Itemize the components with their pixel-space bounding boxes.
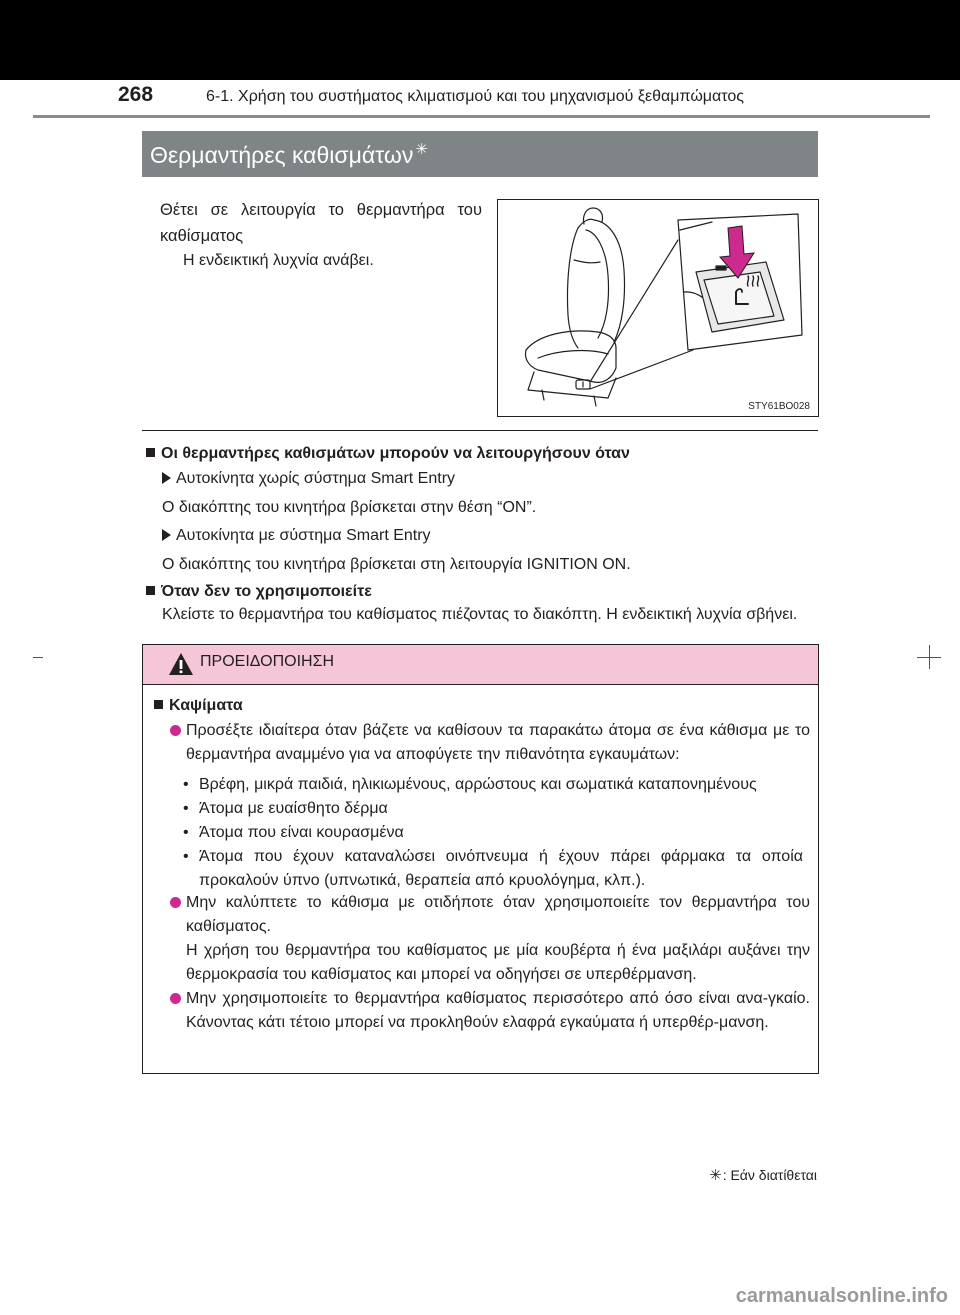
warning-bullet-2: • Άτομα με ευαίσθητο δέρμα [183,800,388,817]
warning-point-3: Μην χρησιμοποιείτε το θερμαντήρα καθίσματος περισσότερο από όσο είναι ανα-γκαίο. Κάνοντας κάτι τέτοιο μπορεί να προκληθούν ελαφρά εγκαύματα ή υπερθέρ-μανση. [170,987,810,1035]
warning-bullet-4: • Άτομα που έχουν καταναλώσει οινόπνευμα ή έχουν πάρει φάρμακα τα οποία προκαλούν ύπνο (υπνωτικά, θεραπεία από κρυολόγημα, κλπ.). [183,848,803,889]
warning-bullet-1: • Βρέφη, μικρά παιδιά, ηλικιωμένους, αρρώστους και σωματικά καταπονημένους [183,776,757,793]
round-bullet-icon [170,897,181,908]
square-bullet-icon [146,448,155,457]
round-bullet-icon [170,993,181,1004]
section-title: Θερμαντήρες καθισμάτων ✳ [150,141,428,168]
not-in-use-text: Κλείστε το θερμαντήρα του καθίσματος πιέζοντας το διακόπτη. Η ενδεικτική λυχνία σβήνει. [162,606,798,623]
condition-label-no-smart-entry: Αυτοκίνητα χωρίς σύστημα Smart Entry [162,470,455,488]
intro-note: Η ενδεικτική λυχνία ανάβει. [183,252,374,269]
triangle-bullet-icon [162,529,171,541]
header-rule [33,115,930,118]
square-bullet-icon [146,586,155,595]
triangle-bullet-icon [162,472,171,484]
warning-box [142,644,819,1074]
warning-point-1: Προσέξτε ιδιαίτερα όταν βάζετε να καθίσουν τα παρακάτω άτομα σε ένα κάθισμα με το θερμαντήρα αναμμένο για να αποφύγετε την πιθανότητα εγκαυμάτων: [170,719,810,767]
availability-marker: ✳ [709,1167,722,1184]
figure-code: STY61BO028 [748,401,810,412]
not-in-use-heading: Όταν δεν το χρησιμοποιείτε [146,583,372,601]
conditions-heading: Οι θερμαντήρες καθισμάτων μπορούν να λειτουργήσουν όταν [146,445,630,463]
square-bullet-icon [154,700,163,709]
warning-header [143,645,818,685]
burns-heading: Καψίματα [154,697,243,715]
top-black-band [0,0,960,80]
warning-point-2: Μην καλύπτετε το κάθισμα με οτιδήποτε όταν χρησιμοποιείτε τον θερμαντήρα του καθίσματος. Η χρήση του θερμαντήρα του καθίσματος με μία κουβέρτα ή ένα μαξιλάρι αυξάνει την θερμοκρασία του καθίσματος και μπορεί να οδηγήσει σε υπερθέρμανση. [170,891,810,987]
condition-text-no-smart-entry: Ο διακόπτης του κινητήρα βρίσκεται στην θέση “ON”. [162,499,537,516]
intro-text: Θέτει σε λειτουργία το θερμαντήρα του καθίσματος [160,201,482,245]
round-bullet-icon [170,725,181,736]
warning-label: ΠΡΟΕΙΔΟΠΟΙΗΣΗ [200,653,335,670]
condition-label-smart-entry: Αυτοκίνητα με σύστημα Smart Entry [162,527,431,545]
crop-mark-right-v [929,645,930,669]
watermark: carmanualsonline.info [735,1285,948,1307]
seat-heater-switch-illustration [498,200,818,416]
section-divider [142,430,818,431]
footnote: ✳: Εάν διατίθεται [709,1167,817,1184]
condition-text-smart-entry: Ο διακόπτης του κινητήρα βρίσκεται στη λειτουργία IGNITION ON. [162,556,631,573]
seat-heater-figure [497,199,819,417]
page-number: 268 [118,83,154,106]
crop-mark-left [33,657,43,658]
warning-triangle-icon [168,652,194,676]
chapter-title: 6-1. Χρήση του συστήματος κλιματισμού και του μηχανισμού ξεθαμπώματος [206,88,744,105]
warning-bullet-3: • Άτομα που είναι κουρασμένα [183,824,404,841]
availability-marker: ✳ [415,141,428,158]
